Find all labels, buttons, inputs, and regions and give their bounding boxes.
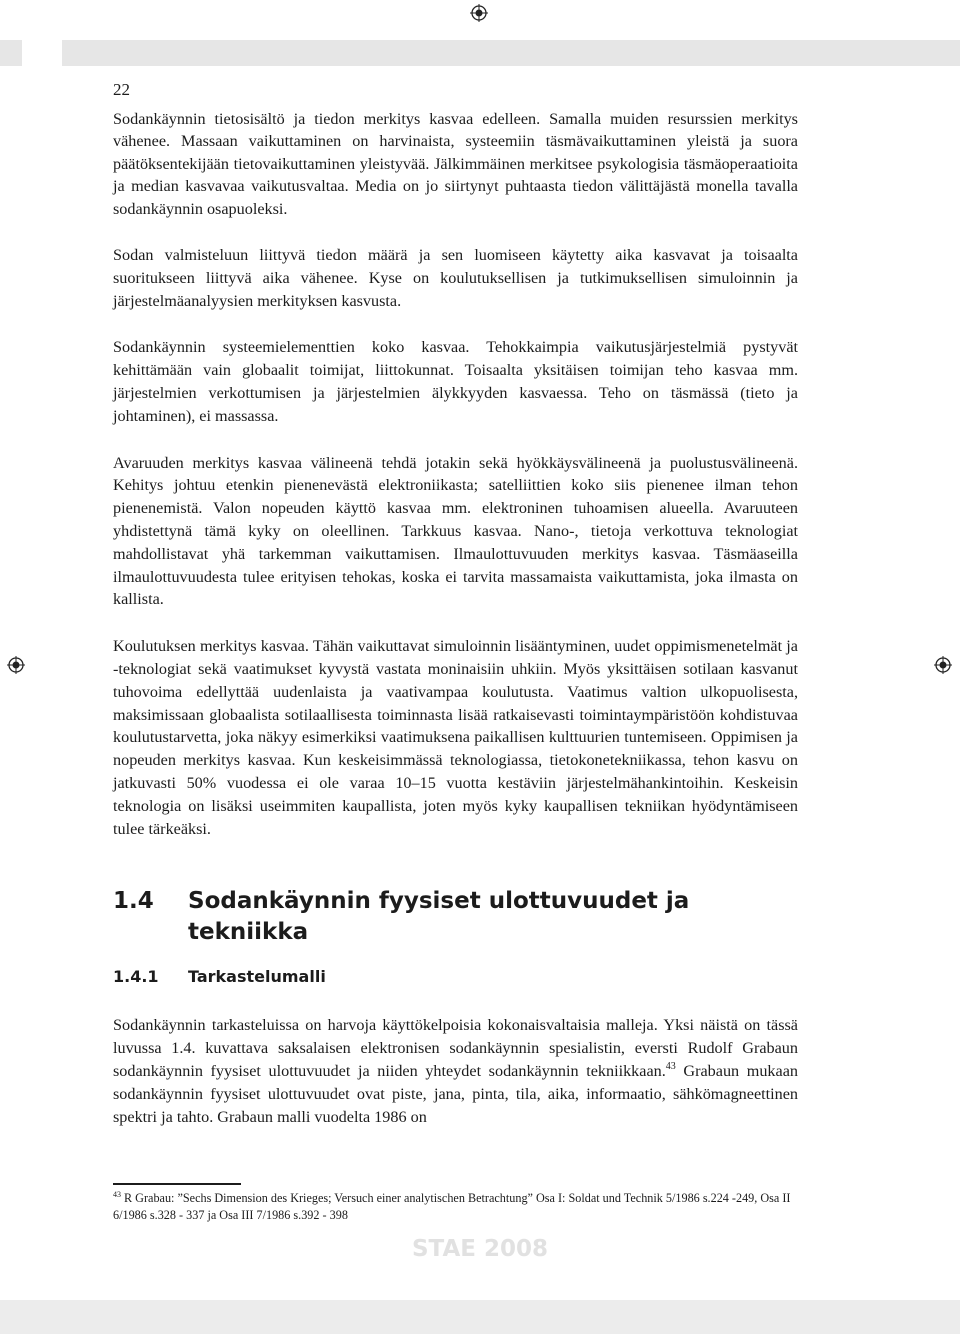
section-title: Sodankäynnin fyysiset ulottuvuudet ja tekniikka (188, 888, 690, 946)
section-heading (113, 886, 798, 948)
watermark: STAE 2008 (411, 1236, 548, 1262)
subsection-title: Tarkastelumalli (188, 967, 326, 987)
page-number: 22 (113, 80, 130, 99)
paragraph: Sodankäynnin systeemielementtien koko kasvaa. Tehokkaimpia vaikutusjärjestelmiä pystyvät kehittämään vain globaalit toimijat, liittokunnat. Toisaalta yksitäisen toimijan teho kasvaa mm. järjestelmien verkottumisen ja järjestelmien älykkyyden kasvaessa. Teho on täsmässä (tieto ja johtaminen), ei massassa. (113, 338, 798, 425)
footnote (113, 1190, 798, 1223)
registration-mark-icon (934, 656, 952, 674)
subsection-heading (113, 966, 798, 988)
registration-mark-icon (470, 4, 488, 22)
paragraph-text: Grabaun mukaan sodankäynnin fyysiset ulottuvuudet ovat piste, jana, pinta, tila, aika, informaatio, sähkömagneettinen spektri ja tahto. Grabaun malli vuodelta 1986 on (113, 1061, 798, 1126)
footnote-rule (113, 1183, 241, 1185)
paragraph-text: Sodankäynnin tarkasteluissa on harvoja käyttökelpoisia kokonaisvaltaisia malleja. Yksi näistä on tässä luvussa 1.4. kuvattava saksalaisen elektronisen sodankäynnin spesialistin, eversti Rudolf Grabaun sodankäynnin fyysiset ulottuvuudet ja niiden yhteydet sodankäynnin tekniikkaan. (113, 1016, 798, 1080)
top-print-bar-gap (22, 40, 62, 66)
footnote-reference: 43 (665, 1060, 676, 1072)
subsection-number: 1.4.1 (113, 967, 159, 987)
body-text (113, 108, 798, 1152)
paragraph: Avaruuden merkitys kasvaa välineenä tehdä jotakin sekä hyökkäysvälineenä ja puolustusvälineenä. Kehitys johtuu etenkin pienenevästä elektroniikasta; satelliittien koko siis pienenee ilman tehon pienenemistä. Valon nopeuden käyttö kasvaa mm. elektroninen tuhoamisen alueella. Avaruuteen yhdistettynä tämä kyky on oleellinen. Tarkkuus kasvaa. Nano-, tietoja verkottuva teknologiat mahdollistavat yhä tarkemman vaikuttamisen. Ilmaulottuvuuden merkitys kasvaa. Täsmäaseilla ilmaulottuvuudesta tulee erityisen tehokas, koska ei tarvita massamaista vaikuttamista, joka ilmasta on kallista. (113, 453, 798, 609)
registration-mark-icon (7, 656, 25, 674)
footnote-text: R Grabau: ”Sechs Dimension des Krieges; Versuch einer analytischen Betrachtung” Osa I: Soldat und Technik 5/1986 s.224 -249, Osa II 6/1986 s.328 - 337 ja Osa III 7/1986 s.392 - 398 (113, 1191, 791, 1222)
footnote-marker: 43 (113, 1189, 121, 1199)
paragraph: Koulutuksen merkitys kasvaa. Tähän vaikuttavat simuloinnin lisääntyminen, uudet oppimismenetelmät ja -teknologiat sekä vaatimukset kyvystä vastata moninaisiin uhkiin. Myös yksittäisen sotilaan kasvanut tuhovoima edellyttää uudenlaista ja vaativampaa koulutusta. Vaatimus valtion ulkopuolisesta, maksimissaan globaalista sotilaallisesta toiminnasta lisää ratkaisevasti toimintaympäristöön kohdistuvaa koulutustarvetta, joka näkyy esimerkiksi vaatimuksena paikallisen kulttuurien tuntemiseen. Oppimisen ja nopeuden merkitys kasvaa. Kun keskeisimmässä teknologiassa, tietokonetekniikassa, tehon kasvu on jatkuvasti 50% vuodessa ei ole varaa 10–15 vuotta kestäviin järjestelmähankintoihin. Keskeisin teknologia on lisäksi useimmiten kaupallista, joten myös kyky kaupallisen tekniikan hyödyntämiseen tulee tärkeäksi. (113, 637, 798, 838)
bottom-print-bar (0, 1300, 960, 1334)
paragraph: Sodan valmisteluun liittyvä tiedon määrä ja sen luomiseen käytetty aika kasvavat ja toisaalta suoritukseen liittyvä aika vähenee. Kyse on koulutuksellisen ja tutkimuksellisen simuloinnin ja järjestelmäanalyysien merkityksen kasvusta. (113, 246, 798, 310)
top-print-bar (0, 40, 960, 66)
paragraph-last (113, 1014, 798, 1128)
section-number: 1.4 (113, 888, 154, 915)
paragraph: Sodankäynnin tietosisältö ja tiedon merkitys kasvaa edelleen. Samalla muiden resurssien merkitys vähenee. Massaan vaikuttaminen on harvinaista, systeemiin täsmävaikuttaminen yleistä ja suora päätöksentekijään tietovaikuttaminen yleistyvää. Jälkimmäinen merkitsee psykologisia täsmäoperaatioita ja median kasvavaa vaikutusvaltaa. Media on jo siirtynyt puhtaasta tiedon välittäjästä monella tavalla sodankäynnin osapuoleksi. (113, 110, 798, 218)
